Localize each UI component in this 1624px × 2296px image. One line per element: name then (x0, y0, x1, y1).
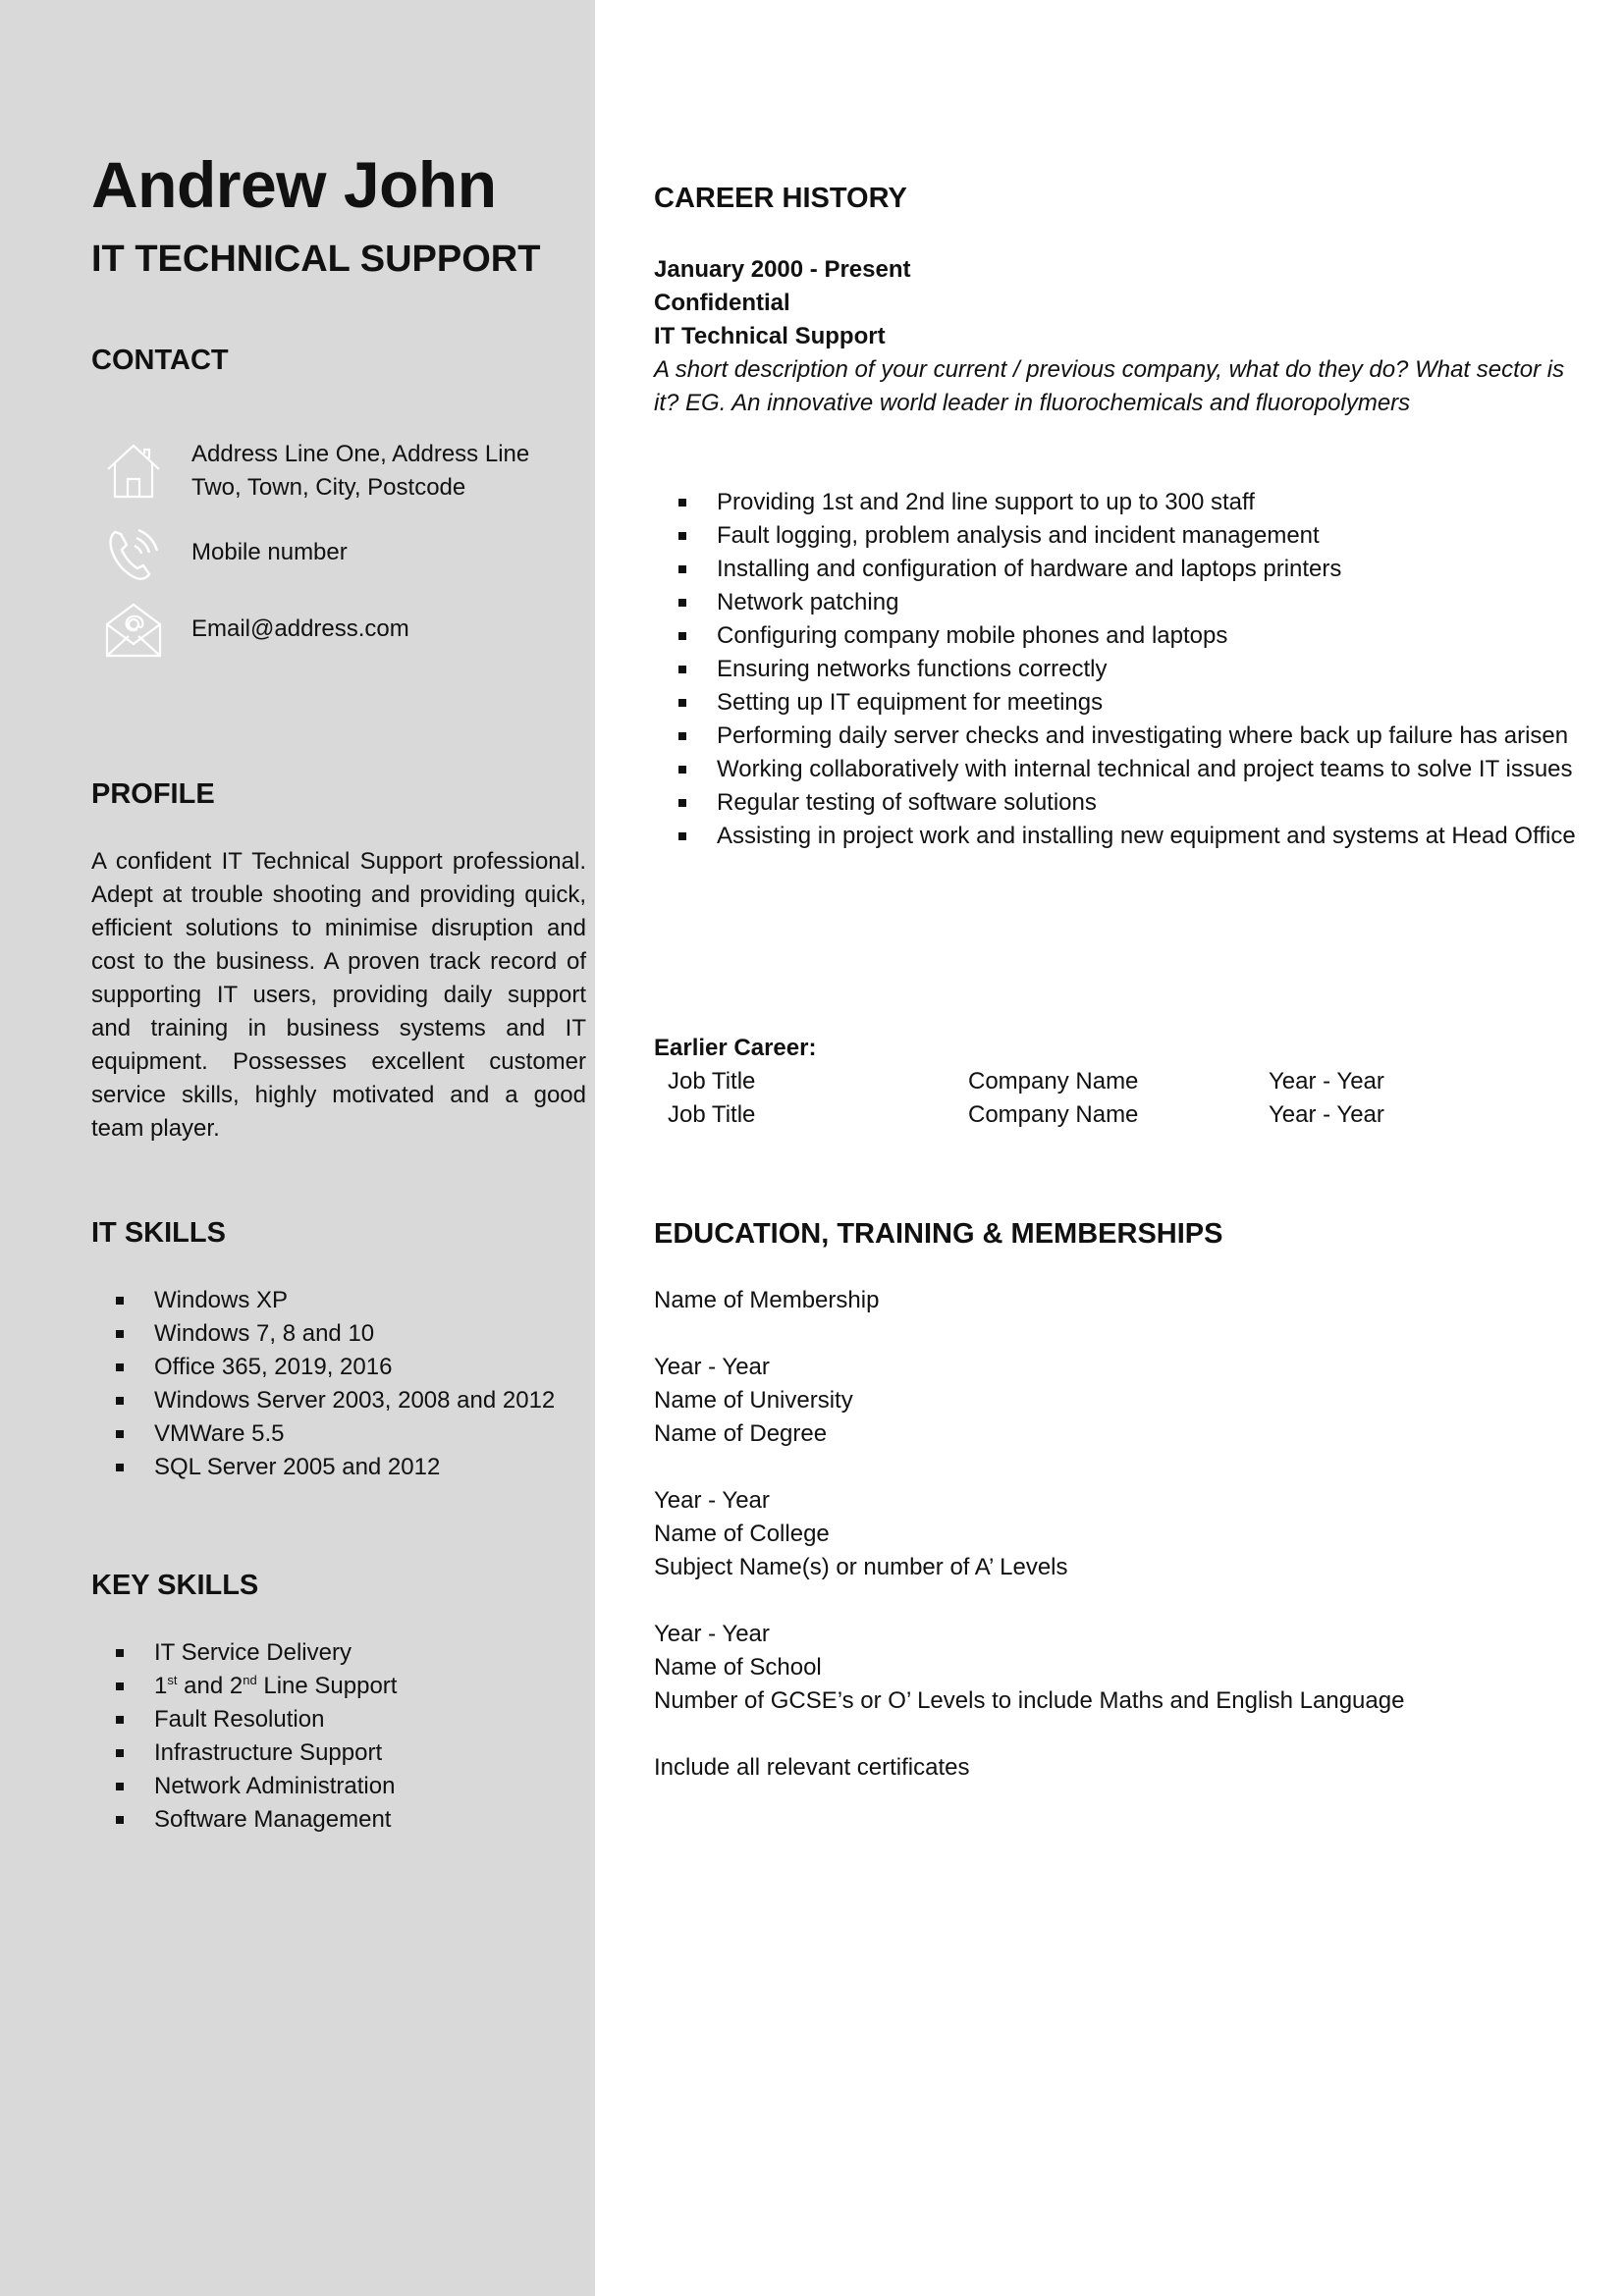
list-item: Providing 1st and 2nd line support to up to 300 staff (654, 486, 1577, 519)
list-item: Configuring company mobile phones and laptops (654, 619, 1577, 653)
it-skills-heading: IT SKILLS (91, 1217, 226, 1249)
contact-mobile: Mobile number (191, 539, 348, 565)
list-item: Working collaboratively with internal technical and project teams to solve IT issues (654, 753, 1577, 786)
list-item: Ensuring networks functions correctly (654, 653, 1577, 686)
list-item: Fault Resolution (91, 1703, 587, 1736)
career-heading: CAREER HISTORY (654, 183, 907, 214)
list-item: Network Administration (91, 1770, 587, 1803)
address-line-2: Two, Town, City, Postcode (191, 474, 466, 501)
ls-part: 1 (154, 1673, 168, 1699)
profile-text: A confident IT Technical Support professional. Adept at trouble shooting and providing quick, efficient solutions to minimise disruption and cost to the business. A proven track record of supporting IT users, providing daily support and training in business systems and IT equipment. Possesses excellent customer service skills, highly motivated and a good team player. (91, 848, 586, 1142)
earlier-company: Company Name (968, 1101, 1139, 1128)
list-item: Windows XP (91, 1284, 587, 1317)
job-dates: January 2000 - Present (654, 256, 911, 283)
contact-heading: CONTACT (91, 345, 229, 376)
duties-list (654, 486, 1577, 853)
list-item: Performing daily server checks and investigating where back up failure has arisen (654, 720, 1577, 753)
phone-icon (103, 522, 164, 583)
earlier-years: Year - Year (1269, 1101, 1384, 1128)
list-item: VMWare 5.5 (91, 1417, 587, 1451)
earlier-company: Company Name (968, 1068, 1139, 1095)
earlier-job-title: Job Title (668, 1068, 756, 1095)
key-skills-list (91, 1636, 587, 1837)
earlier-job-title: Job Title (668, 1101, 756, 1128)
list-item: Installing and configuration of hardware and laptops printers (654, 553, 1577, 586)
certificates: Include all relevant certificates (654, 1754, 970, 1781)
school-name: Name of School (654, 1654, 822, 1681)
job-entry (654, 253, 1577, 420)
list-item: Fault logging, problem analysis and incident management (654, 519, 1577, 553)
college-name: Name of College (654, 1521, 830, 1547)
ls-sup: nd (243, 1673, 257, 1687)
earlier-years: Year - Year (1269, 1068, 1384, 1095)
address-line-1: Address Line One, Address Line (191, 441, 530, 467)
list-item (91, 1670, 587, 1703)
contact-email: Email@address.com (191, 615, 409, 642)
list-item: Office 365, 2019, 2016 (91, 1351, 587, 1384)
sidebar (0, 0, 595, 2296)
list-item: Assisting in project work and installing new equipment and systems at Head Office (654, 820, 1577, 853)
university-name: Name of University (654, 1387, 853, 1414)
ls-part: Line Support (256, 1673, 398, 1699)
education-section (654, 1284, 1577, 1785)
list-item: Infrastructure Support (91, 1736, 587, 1770)
list-item: Regular testing of software solutions (654, 786, 1577, 820)
list-item: Setting up IT equipment for meetings (654, 686, 1577, 720)
address-icon (103, 440, 164, 501)
university-years: Year - Year (654, 1354, 770, 1380)
contact-address (191, 438, 565, 505)
membership: Name of Membership (654, 1287, 880, 1313)
candidate-role: IT TECHNICAL SUPPORT (91, 239, 541, 280)
job-company: Confidential (654, 290, 790, 316)
college-years: Year - Year (654, 1487, 770, 1514)
university-degree: Name of Degree (654, 1420, 828, 1447)
school-years: Year - Year (654, 1621, 770, 1647)
list-item: Software Management (91, 1803, 587, 1837)
table-row (654, 1065, 1514, 1098)
candidate-name: Andrew John (91, 148, 497, 221)
list-item: IT Service Delivery (91, 1636, 587, 1670)
profile-heading: PROFILE (91, 778, 215, 810)
list-item: Network patching (654, 586, 1577, 619)
job-description: A short description of your current / previous company, what do they do? What sector is it? EG. An innovative world leader in fluorochemicals and fluoropolymers (654, 356, 1565, 416)
list-item: SQL Server 2005 and 2012 (91, 1451, 587, 1484)
list-item: Windows Server 2003, 2008 and 2012 (91, 1384, 587, 1417)
school-subjects: Number of GCSE’s or O’ Levels to include Maths and English Language (654, 1687, 1405, 1714)
earlier-career (654, 1032, 1514, 1132)
it-skills-list (91, 1284, 587, 1484)
earlier-career-heading: Earlier Career: (654, 1035, 817, 1061)
list-item: Windows 7, 8 and 10 (91, 1317, 587, 1351)
key-skills-heading: KEY SKILLS (91, 1570, 259, 1601)
ls-part: and 2 (177, 1673, 244, 1699)
college-subjects: Subject Name(s) or number of A’ Levels (654, 1554, 1068, 1580)
ls-sup: st (167, 1673, 178, 1687)
job-position: IT Technical Support (654, 323, 886, 349)
education-heading: EDUCATION, TRAINING & MEMBERSHIPS (654, 1218, 1223, 1250)
email-icon (103, 599, 164, 660)
table-row (654, 1098, 1514, 1132)
